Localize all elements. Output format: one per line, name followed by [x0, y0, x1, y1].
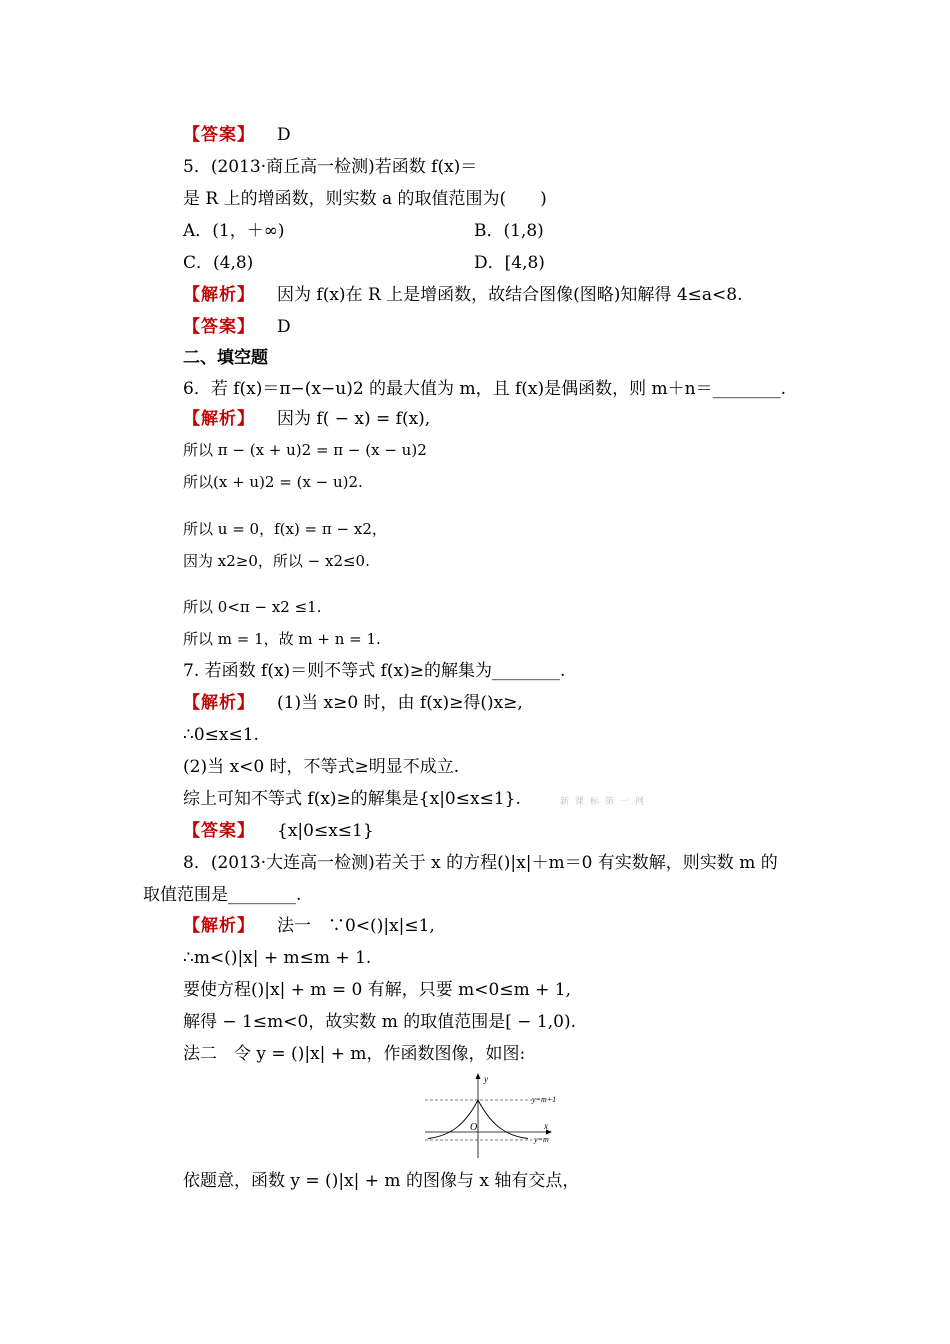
step-8-3-text: 解得 − 1≤m<0，故实数 m 的取值范围是[ − 1,0). [183, 1012, 576, 1032]
step-7-1-text: ∴0≤x≤1. [183, 725, 259, 745]
section-heading [183, 347, 268, 369]
step-8-2 [183, 979, 571, 1001]
origin-label: O [470, 1122, 478, 1133]
question-5-stem [183, 156, 477, 178]
step-6-6-text: 所以 m = 1，故 m + n = 1. [183, 630, 381, 648]
analysis-8 [183, 915, 435, 937]
analysis-tag: 【解析】 [183, 409, 255, 429]
option-a [183, 220, 285, 242]
analysis-tag: 【解析】 [183, 285, 255, 305]
analysis-8-text: 法一 ∵0<()|x|≤1, [277, 916, 435, 936]
analysis-tag: 【解析】 [183, 916, 255, 936]
question-7 [183, 660, 565, 682]
question-8-text: 8．(2013·大连高一检测)若关于 x 的方程()|x|＋m＝0 有实数解，则实数 m 的 [183, 853, 778, 873]
step-8-4-text: 法二 令 y = ()|x| + m，作函数图像，如图: [183, 1044, 526, 1064]
label-m: y=m [534, 1135, 549, 1144]
step-6-1-text: 所以 π − (x + u)2 = π − (x − u)2 [183, 441, 427, 459]
x-label: x [544, 1121, 548, 1131]
step-8-5 [183, 1170, 579, 1192]
step-6-5 [183, 596, 322, 618]
analysis-7-text: (1)当 x≥0 时，由 f(x)≥得()x≥, [277, 693, 523, 713]
step-6-5-text: 所以 0<π − x2 ≤1. [183, 598, 322, 616]
question-6 [183, 378, 786, 400]
option-d [474, 252, 545, 274]
step-8-5-text: 依题意，函数 y = ()|x| + m 的图像与 x 轴有交点， [183, 1171, 580, 1191]
step-8-4 [183, 1043, 525, 1065]
analysis-7 [183, 692, 523, 714]
step-6-3-text: 所以 u = 0，f(x) = π − x2， [183, 520, 387, 538]
answer-tag: 【答案】 [183, 821, 255, 841]
step-7-3-text: 综上可知不等式 f(x)≥的解集是{x|0≤x≤1}. [183, 789, 521, 809]
option-d-text: D．[4,8) [474, 253, 545, 273]
analysis-5 [183, 284, 742, 306]
answer-7 [183, 820, 374, 842]
step-7-2-text: (2)当 x<0 时，不等式≥明显不成立. [183, 757, 460, 777]
function-graph-figure [420, 1070, 580, 1160]
step-6-2 [183, 471, 363, 493]
step-6-4-text: 因为 x2≥0，所以 − x2≤0. [183, 552, 370, 570]
option-c [183, 252, 253, 274]
step-8-2-text: 要使方程()|x| + m = 0 有解，只要 m<0≤m + 1, [183, 980, 571, 1000]
y-label: y [484, 1074, 488, 1084]
question-7-text: 7. 若函数 f(x)＝则不等式 f(x)≥的解集为________. [183, 661, 566, 681]
answer-7-value: {x|0≤x≤1} [277, 821, 374, 841]
answer-5 [183, 316, 291, 338]
answer-5-value: D [277, 317, 291, 337]
question-8-text-cont: 取值范围是________. [143, 885, 302, 905]
option-b [474, 220, 544, 242]
question-5-stem-cont [183, 188, 547, 210]
watermark: 新课标第一网 [560, 797, 651, 807]
analysis-6 [183, 408, 430, 430]
answer-line-4 [183, 124, 291, 146]
y-axis-arrow [476, 1073, 481, 1079]
step-8-1-text: ∴m<()|x| + m≤m + 1. [183, 948, 372, 968]
question-6-text: 6．若 f(x)＝π−(x−u)2 的最大值为 m，且 f(x)是偶函数，则 m＋n＝________. [183, 379, 786, 399]
option-c-text: C．(4,8) [183, 253, 254, 273]
section-heading-text: 二、填空题 [183, 348, 268, 368]
step-7-1 [183, 724, 259, 746]
step-6-3 [183, 518, 387, 540]
step-7-3 [183, 788, 521, 810]
label-m-plus-1: y=m+1 [532, 1095, 557, 1104]
step-6-4 [183, 550, 370, 572]
answer-tag: 【答案】 [183, 125, 255, 145]
option-b-text: B．(1,8) [474, 221, 544, 241]
step-6-2-text: 所以(x + u)2 = (x − u)2. [183, 473, 363, 491]
step-6-6 [183, 628, 381, 650]
answer-tag: 【答案】 [183, 317, 255, 337]
question-5-text-cont: 是 R 上的增函数，则实数 a 的取值范围为( ) [183, 189, 547, 209]
step-8-3 [183, 1011, 576, 1033]
step-6-1 [183, 439, 427, 461]
step-8-1 [183, 947, 371, 969]
question-8-cont [143, 884, 301, 906]
answer-value: D [277, 125, 291, 145]
analysis-6-text: 因为 f( − x) = f(x), [277, 409, 431, 429]
analysis-tag: 【解析】 [183, 693, 255, 713]
question-8 [183, 852, 778, 874]
analysis-5-text: 因为 f(x)在 R 上是增函数，故结合图像(图略)知解得 4≤a<8. [277, 285, 743, 305]
option-a-text: A．(1，＋∞) [183, 221, 285, 241]
question-5-text: 5．(2013·商丘高一检测)若函数 f(x)＝ [183, 157, 478, 177]
step-7-2 [183, 756, 459, 778]
